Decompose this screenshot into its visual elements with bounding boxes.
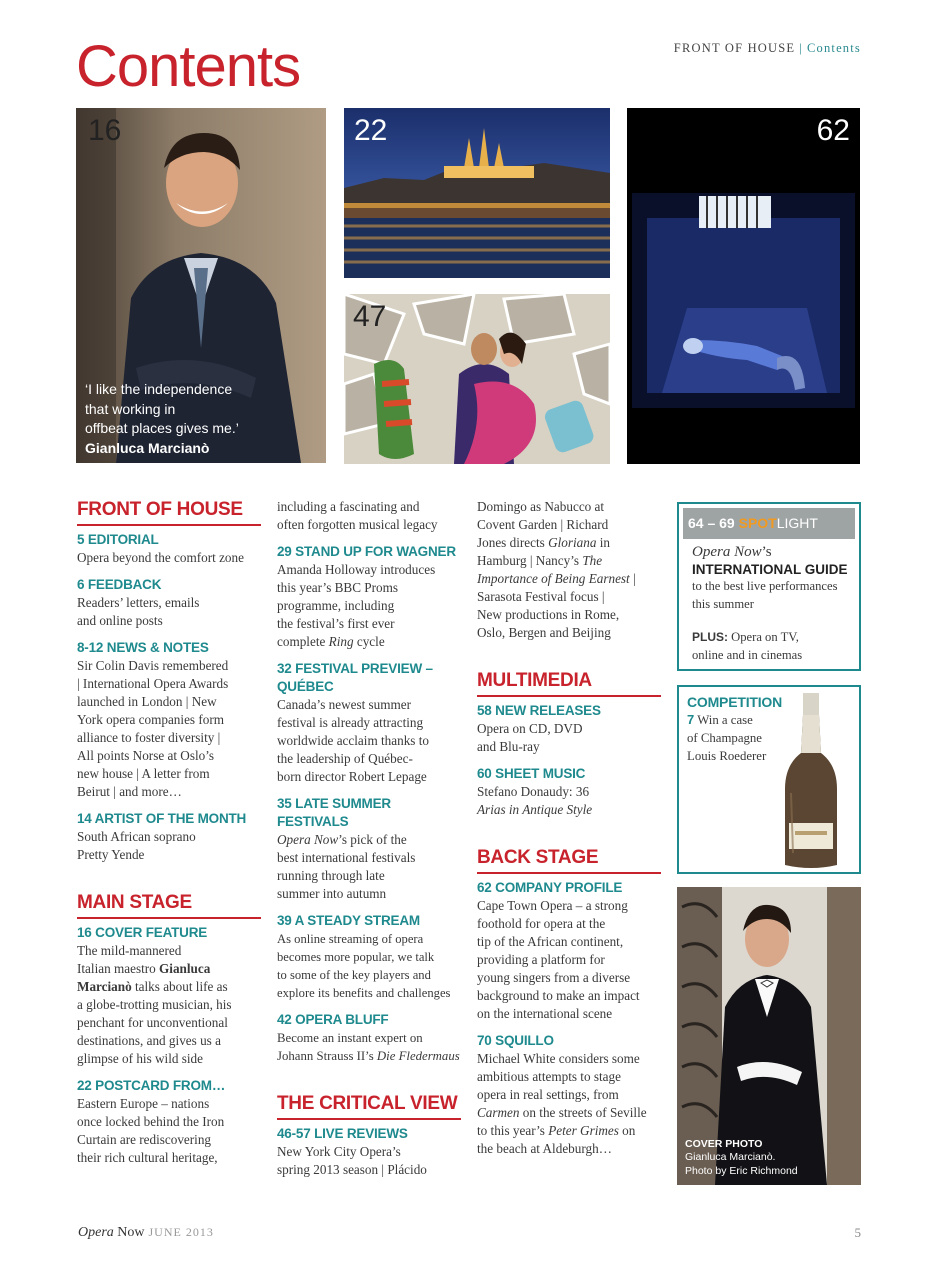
text-line: and Blu-ray [477,739,540,754]
contents-column-1 [77,498,261,1167]
footer-magazine-rest: Now [113,1225,145,1240]
text-line: new house | A letter from [77,766,210,781]
magazine-suffix: ’s [761,544,772,560]
italic-title: Carmen [477,1105,520,1120]
quote-line: ‘I like the independence [85,381,233,397]
text-line: summer into autumn [277,886,387,901]
text-line: South African soprano [77,829,196,844]
cover-photo [677,887,861,1185]
entry-live-reviews[interactable]: 46-57 LIVE REVIEWS [277,1126,408,1141]
text-line: talks about life as [131,979,228,994]
page-number-22: 22 [354,114,388,147]
text-line: Canada’s newest summer [277,697,412,712]
page-number-62: 62 [816,114,850,147]
text-line: becomes more popular, we talk [277,950,435,964]
competition-box[interactable] [677,685,861,874]
text-line: Sir Colin Davis remembered [77,658,229,673]
spotlight-text [692,578,855,613]
spotlight-plus [692,629,855,664]
text-line: programme, including [277,598,395,613]
entry-opera-bluff[interactable]: 42 OPERA BLUFF [277,1012,389,1027]
competition-page: 7 [687,712,695,727]
text-line: Stefano Donaudy: 36 [477,784,590,799]
cover-caption-credit: Photo by Eric Richmond [685,1164,798,1177]
italic-title: Die Fledermaus [376,1049,460,1063]
text-line: Cape Town Opera – a strong [477,898,628,913]
photo-cover-feature [76,108,326,463]
text-line: Oslo, Bergen and Beijing [477,625,611,640]
quote-line: offbeat places gives me.’ [85,420,239,436]
text-line: Domingo as Nabucco at [477,499,605,514]
text-line: in [596,535,610,550]
entry-artist-of-the-month[interactable]: 14 ARTIST OF THE MONTH [77,811,247,826]
spotlight-body [683,539,855,664]
text-line: often forgotten musical legacy [277,517,438,532]
text-line: Pretty Yende [77,847,145,862]
text-line: penchant for unconventional [77,1015,228,1030]
text-line: spring 2013 season | Plácido [277,1162,427,1177]
entry-squillo[interactable]: 70 SQUILLO [477,1033,554,1048]
entry-text [77,942,261,1068]
bold-name: Marcianò [77,979,132,994]
text-line: and online posts [77,613,163,628]
entry-postcard[interactable]: 22 POSTCARD FROM… [77,1078,226,1093]
text-line: the leadership of Québec- [277,751,413,766]
text-line: launched in London | New [77,694,217,709]
text-line: ambitious attempts to stage [477,1069,621,1084]
text-line: Opera on CD, DVD [477,721,583,736]
stage-illustration [627,108,860,464]
photo-postcard [344,108,610,278]
text-line: As online streaming of opera [277,932,424,946]
text-line: | International Opera Awards [77,676,229,691]
text-line: a globe-trotting musician, his [77,997,232,1012]
text-line: destinations, and gives us a [77,1033,221,1048]
italic-title: Peter Grimes [548,1123,619,1138]
heading-line: 32 FESTIVAL PREVIEW – [277,661,433,676]
entry-text [277,1029,461,1065]
footer-page-number: 5 [854,1225,861,1240]
entry-text [77,594,261,630]
entry-text [77,657,261,801]
text-line: Jones directs [477,535,549,550]
text-line: the festival’s first ever [277,616,395,631]
text-line: complete [277,634,329,649]
text-line: Johann Strauss II’s [277,1049,377,1063]
text-line: Michael White considers some [477,1051,640,1066]
text-line: to this year’s [477,1123,549,1138]
pull-quote [85,380,285,458]
text-line: cycle [353,634,385,649]
running-head-section: FRONT OF HOUSE [673,41,796,55]
entry-text [77,1095,261,1167]
section-front-of-house: FRONT OF HOUSE [77,498,261,526]
entry-company-profile[interactable]: 62 COMPANY PROFILE [477,880,623,895]
text-line: alliance to foster diversity | [77,730,221,745]
running-head [674,41,861,56]
champagne-bottle-icon [781,693,841,871]
running-head-current: Contents [806,41,861,55]
entry-text [277,1143,461,1179]
text-line: Curtain are rediscovering [77,1132,212,1147]
text-line: on the streets of Seville [519,1105,647,1120]
cover-caption-label: COVER PHOTO [685,1137,763,1150]
text-line: to some of the key players and [277,968,431,982]
text-line: Louis Roederer [687,749,767,763]
text-line: this year’s BBC Proms [277,580,399,595]
entry-text [277,561,461,651]
text-line: explore its benefits and challenges [277,986,451,1000]
magazine-name: Opera Now [692,544,762,560]
entry-festival-preview[interactable] [277,660,461,696]
text-line: Hamburg | Nancy’s [477,553,583,568]
text-line: online and in cinemas [692,647,803,662]
heading-line: QUÉBEC [277,679,334,694]
italic-title: Ring [328,634,354,649]
bold-name: Gianluca [159,961,211,976]
text-line: the beach at Aldeburgh… [477,1141,612,1156]
text-line: on [618,1123,636,1138]
entry-text-continued [477,498,661,642]
section-back-stage: BACK STAGE [477,846,661,874]
text-line: Readers’ letters, emails [77,595,200,610]
text-line: their rich cultural heritage, [77,1150,218,1165]
text-line: on the international scene [477,1006,613,1021]
text-line: of Champagne [687,731,762,745]
text-line: young singers from a diverse [477,970,631,985]
text-line: foothold for opera at the [477,916,606,931]
entry-text [277,831,461,903]
entry-text [477,720,661,756]
entry-text-continued [277,498,461,534]
text-line: Win a case [694,713,753,727]
entry-text [477,1050,661,1158]
text-line: providing a platform for [477,952,605,967]
text-line: | [629,571,636,586]
text-line: opera in real settings, from [477,1087,619,1102]
spotlight-bar [683,508,855,539]
entry-editorial[interactable]: 5 EDITORIAL [77,532,159,547]
section-multimedia: MULTIMEDIA [477,669,661,697]
text-line: Beirut | and more… [77,784,182,799]
entry-text [277,696,461,786]
text-line: Amanda Holloway introduces [277,562,436,577]
text-line: The mild-mannered [77,943,182,958]
contents-column-2 [277,498,461,1179]
photo-live-reviews [344,294,610,464]
section-main-stage: MAIN STAGE [77,891,261,919]
entry-steady-stream[interactable]: 39 A STEADY STREAM [277,913,420,928]
text-line: Become an instant expert on [277,1031,423,1045]
text-line: this summer [692,596,754,611]
footer-magazine [78,1225,214,1241]
text-line: Covent Garden | Richard [477,517,609,532]
entry-text [77,828,261,864]
plus-label: PLUS: [692,630,728,644]
text-line: York opera companies form [77,712,224,727]
text-line: born director Robert Lepage [277,769,427,784]
italic-title: The [582,553,603,568]
entry-text [477,783,661,819]
text-line: Opera on TV, [728,630,799,644]
text-line: once locked behind the Iron [77,1114,225,1129]
page-title: Contents [76,34,301,99]
entry-news[interactable]: 8-12 NEWS & NOTES [77,640,209,655]
text-line: worldwide acclaim thanks to [277,733,429,748]
quote-line: that working in [85,400,176,417]
entry-cover-feature[interactable]: 16 COVER FEATURE [77,925,208,940]
text-line: to the best live performances [692,579,838,593]
text-line: New productions in Rome, [477,607,620,622]
text-line: festival is already attracting [277,715,424,730]
photo-company-profile [627,108,860,464]
page-number-16: 16 [88,114,122,147]
text-line: Italian maestro [77,961,160,976]
section-critical-view: THE CRITICAL VIEW [277,1092,461,1120]
text-line: glimpse of his wild side [77,1051,204,1066]
text-line: best international festivals [277,850,416,865]
text-line: tip of the African continent, [477,934,624,949]
text-line: running through late [277,868,385,883]
text-line: Sarasota Festival focus | [477,589,605,604]
entry-sheet-music[interactable]: 60 SHEET MUSIC [477,766,586,781]
cover-caption [685,1138,798,1179]
entry-text [277,930,461,1002]
entry-feedback[interactable]: 6 FEEDBACK [77,577,162,592]
spotlight-spot: SPOT [738,515,777,531]
page-number-47: 47 [353,300,387,333]
entry-new-releases[interactable]: 58 NEW RELEASES [477,703,601,718]
footer-magazine-italic: Opera [78,1225,114,1240]
entry-text [477,897,661,1023]
italic-title: Arias in Antique Style [477,802,593,817]
entry-late-summer-festivals[interactable]: 35 LATE SUMMER FESTIVALS [277,796,391,829]
text-line: background to make an impact [477,988,640,1003]
contents-column-3 [477,498,661,1158]
spotlight-magazine [692,543,855,561]
italic-title: Opera Now [277,832,339,847]
entry-text: Opera beyond the comfort zone [77,550,244,565]
text-line: ’s pick of the [338,832,407,847]
spotlight-box[interactable] [677,502,861,671]
footer-date: JUNE 2013 [148,1225,214,1239]
spotlight-range: 64 – 69 [688,515,739,531]
cover-caption-name: Gianluca Marcianò. [685,1151,776,1163]
text-line: Eastern Europe – nations [77,1096,210,1111]
quote-author: Gianluca Marcianò [85,439,210,456]
running-head-separator: | [799,41,803,55]
competition-heading: COMPETITION [687,694,783,710]
italic-title: Gloriana [548,535,597,550]
text-line: New York City Opera’s [277,1144,401,1159]
text-line: All points Norse at Oslo’s [77,748,214,763]
italic-title: Importance of Being Earnest [477,571,630,586]
text-line: including a fascinating and [277,499,420,514]
spotlight-guide: INTERNATIONAL GUIDE [692,562,848,577]
spotlight-light: LIGHT [776,515,818,531]
entry-stand-up-for-wagner[interactable]: 29 STAND UP FOR WAGNER [277,544,456,559]
